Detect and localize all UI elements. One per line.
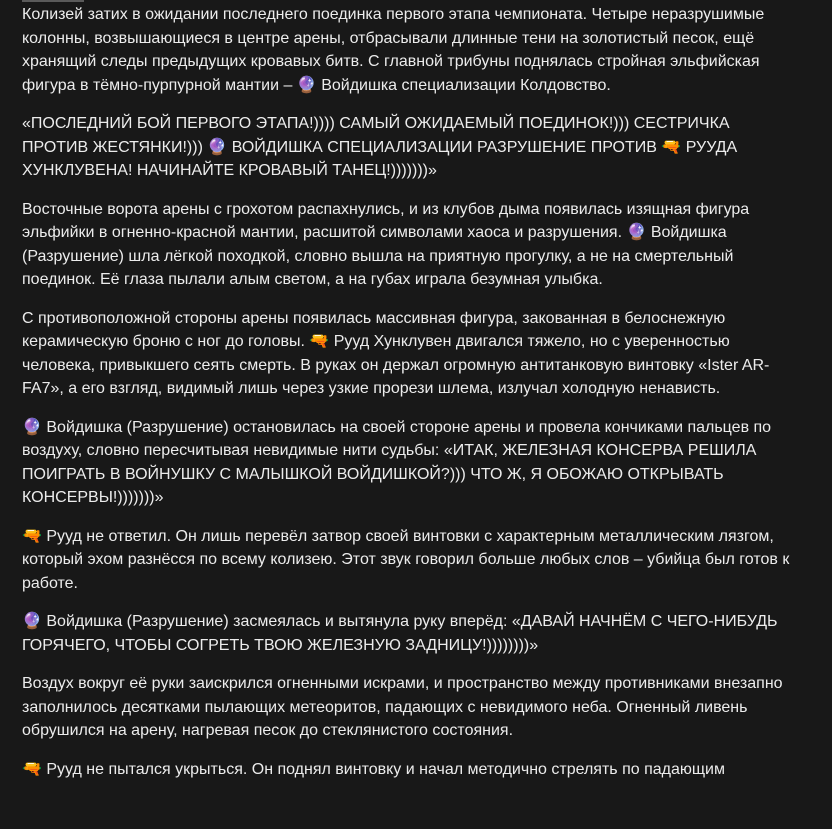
paragraph: 🔮 Войдишка (Разрушение) остановилась на своей стороне арены и провела кончиками пальцев по воздуху, словно пересчитывая невидимые нити судьбы: «ИТАК, ЖЕЛЕЗНАЯ КОНСЕРВА РЕШИЛА ПОИГРАТЬ В ВОЙНУШКУ С МАЛЫШКОЙ ВОЙДИШКОЙ?))) ЧТО Ж, Я ОБОЖАЮ ОТКРЫВАТЬ КОНСЕРВЫ!)))))))» <box>22 418 772 506</box>
paragraph: 🔮 Войдишка (Разрушение) засмеялась и вытянула руку вперёд: «ДАВАЙ НАЧНЁМ С ЧЕГО-НИБУДЬ ГОРЯЧЕГО, ЧТОБЫ СОГРЕТЬ ТВОЮ ЖЕЛЕЗНУЮ ЗАДНИЦУ!))))))))» <box>22 613 778 654</box>
paragraph: 🔫 Рууд не ответил. Он лишь перевёл затвор своей винтовки с характерным металлическим лязгом, который эхом разнёсся по всему колизею. Этот звук говорил больше любых слов – убийца был готов к работе. <box>22 527 790 592</box>
paragraph: С противоположной стороны арены появилась массивная фигура, закованная в белоснежную керамическую броню с ног до головы. 🔫 Рууд Хунклувен двигался тяжело, но с уверенностью человека, привыкшего сеять смерть. В руках он держал огромную антитанковую винтовку «Ister AR-FA7», а его взгляд, видимый лишь через узкие прорези шлема, излучал холодную ненависть. <box>22 309 770 397</box>
paragraph: Восточные ворота арены с грохотом распахнулись, и из клубов дыма появилась изящная фигура эльфийки в огненно-красной мантии, расшитой символами хаоса и разрушения. 🔮 Войдишка (Разрушение) шла лёгкой походкой, словно вышла на приятную прогулку, а не на смертельный поединок. Её глаза пылали алым светом, а на губах играла безумная улыбка. <box>22 200 750 288</box>
paragraph: Воздух вокруг её руки заискрился огненными искрами, и пространство между противниками внезапно заполнилось десятками пылающих метеоритов, падающих с невидимого неба. Огненный ливень обрушился на арену, нагревая песок до стеклянистого состояния. <box>22 675 783 739</box>
story-text <box>22 2 792 796</box>
paragraph: «ПОСЛЕДНИЙ БОЙ ПЕРВОГО ЭТАПА!)))) САМЫЙ ОЖИДАЕМЫЙ ПОЕДИНОК!))) СЕСТРИЧКА ПРОТИВ ЖЕСТЯНКИ!))) 🔮 ВОЙДИШКА СПЕЦИАЛИЗАЦИИ РАЗРУШЕНИЕ ПРОТИВ 🔫 РУУДА ХУНКЛУВЕНА! НАЧИНАЙТЕ КРОВАВЫЙ ТАНЕЦ!)))))))» <box>22 115 738 179</box>
paragraph: 🔫 Рууд не пытался укрыться. Он поднял винтовку и начал методично стрелять по падающим <box>22 760 725 778</box>
paragraph: Колизей затих в ожидании последнего поединка первого этапа чемпионата. Четыре неразрушимые колонны, возвышающиеся в центре арены, отбрасывали длинные тени на золотистый песок, ещё хранящий следы предыдущих кровавых битв. С главной трибуны поднялась стройная эльфийская фигура в тёмно-пурпурной мантии – 🔮 Войдишка специализации Колдовство. <box>22 6 765 94</box>
